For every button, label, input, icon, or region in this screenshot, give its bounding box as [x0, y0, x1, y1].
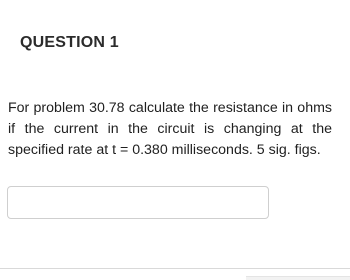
- question-title: QUESTION 1: [20, 34, 119, 51]
- divider: [0, 268, 350, 269]
- answer-input[interactable]: [7, 186, 269, 219]
- question-text: For problem 30.78 calculate the resistance in ohms if the current in the circuit is changing at the specified rate at t = 0.380 milliseconds. 5 sig. figs.: [8, 100, 332, 158]
- footer-edge: [246, 276, 350, 280]
